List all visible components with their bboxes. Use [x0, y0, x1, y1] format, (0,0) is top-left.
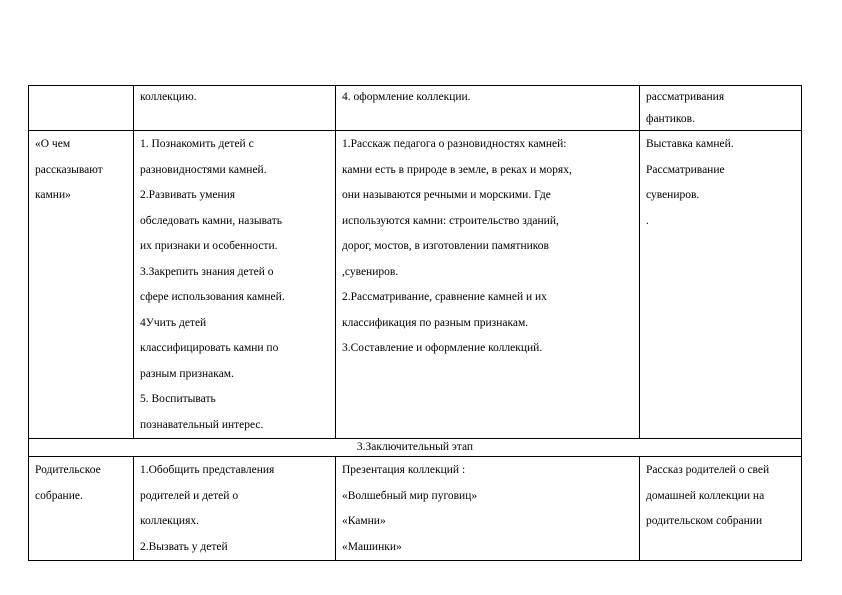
table-row	[29, 131, 802, 439]
cell-text-line: 5. Воспитывать	[140, 393, 216, 405]
cell-text-line: разным признакам.	[140, 367, 234, 380]
cell-text-line: дорог, мостов, в изготовлении памятников	[342, 240, 549, 252]
cell-text-line: рассказывают	[35, 163, 103, 176]
cell-text-line: .	[646, 214, 649, 227]
cell-text-line: обследовать камни, называть	[140, 214, 282, 227]
cell-text-line: «О чем	[35, 138, 71, 150]
cell-text-line: Презентация коллекций :	[342, 464, 466, 476]
cell-text-line: сувениров.	[646, 189, 700, 201]
cell-text-line: сфере использования камней.	[140, 291, 285, 303]
stage-header-row	[29, 439, 802, 457]
cell-text-line: «Волшебный мир пуговиц»	[342, 489, 478, 502]
cell-text-line: камни»	[35, 189, 71, 201]
cell-text-line: 2.Развивать умения	[140, 189, 236, 201]
stage-title: 3.Заключительный этап	[29, 439, 802, 457]
cell-text-line: 4Учить детей	[140, 316, 207, 329]
cell-text-line: разновидностями камней.	[140, 163, 267, 176]
cell-text-line: фантиков.	[646, 113, 695, 125]
cell-text-line: «Камни»	[342, 515, 386, 527]
table-row	[29, 457, 802, 561]
cell-topic	[29, 131, 134, 439]
plan-table	[28, 85, 802, 561]
cell-text-line: Рассматривание	[646, 163, 725, 176]
table-row	[29, 86, 802, 131]
cell-text-line: 1. Познакомить детей с	[140, 138, 254, 150]
cell-text-line: 3.Закрепить знания детей о	[140, 265, 274, 278]
cell-text-line: используются камни: строительство зданий,	[342, 214, 559, 227]
cell-text-line: камни есть в природе в земле, в реках и морях,	[342, 163, 572, 176]
cell-goals	[134, 86, 336, 131]
cell-text-line: 4. оформление коллекции.	[342, 91, 471, 103]
cell-text-line: они называются речными и морскими. Где	[342, 189, 551, 201]
cell-content	[336, 131, 640, 439]
cell-text-line: родителей и детей о	[140, 489, 239, 502]
cell-text-line: коллекцию.	[140, 91, 197, 103]
cell-text-line: домашней коллекции на	[646, 489, 765, 502]
cell-topic	[29, 457, 134, 561]
cell-text-line: родительском собрании	[646, 515, 763, 527]
cell-text-line: их признаки и особенности.	[140, 240, 278, 252]
cell-goals	[134, 457, 336, 561]
cell-text-line: классифицировать камни по	[140, 342, 279, 354]
cell-text-line: 2.Вызвать у детей	[140, 540, 228, 553]
cell-text-line: собрание.	[35, 489, 83, 502]
cell-text-line: 1.Расскаж педагога о разновидностях камней:	[342, 138, 567, 150]
cell-text-line: классификация по разным признакам.	[342, 316, 529, 329]
cell-text-line: Родительское	[35, 464, 101, 476]
cell-text-line: ,сувениров.	[342, 265, 399, 278]
cell-content	[336, 457, 640, 561]
cell-text-line: коллекциях.	[140, 515, 199, 527]
cell-result	[640, 457, 802, 561]
cell-text-line: 2.Рассматривание, сравнение камней и их	[342, 291, 547, 303]
cell-text-line: «Машинки»	[342, 540, 402, 553]
cell-text-line: 3.Составление и оформление коллекций.	[342, 342, 543, 354]
cell-goals	[134, 131, 336, 439]
cell-result	[640, 86, 802, 131]
cell-text-line: Выставка камней.	[646, 138, 734, 150]
cell-content	[336, 86, 640, 131]
cell-result	[640, 131, 802, 439]
cell-text-line: познавательный интерес.	[140, 418, 264, 431]
cell-topic	[29, 86, 134, 131]
cell-text-line: рассматривания	[646, 91, 725, 103]
cell-text-line: 1.Обобщить представления	[140, 464, 275, 476]
cell-text-line: Рассказ родителей о свей	[646, 464, 770, 476]
